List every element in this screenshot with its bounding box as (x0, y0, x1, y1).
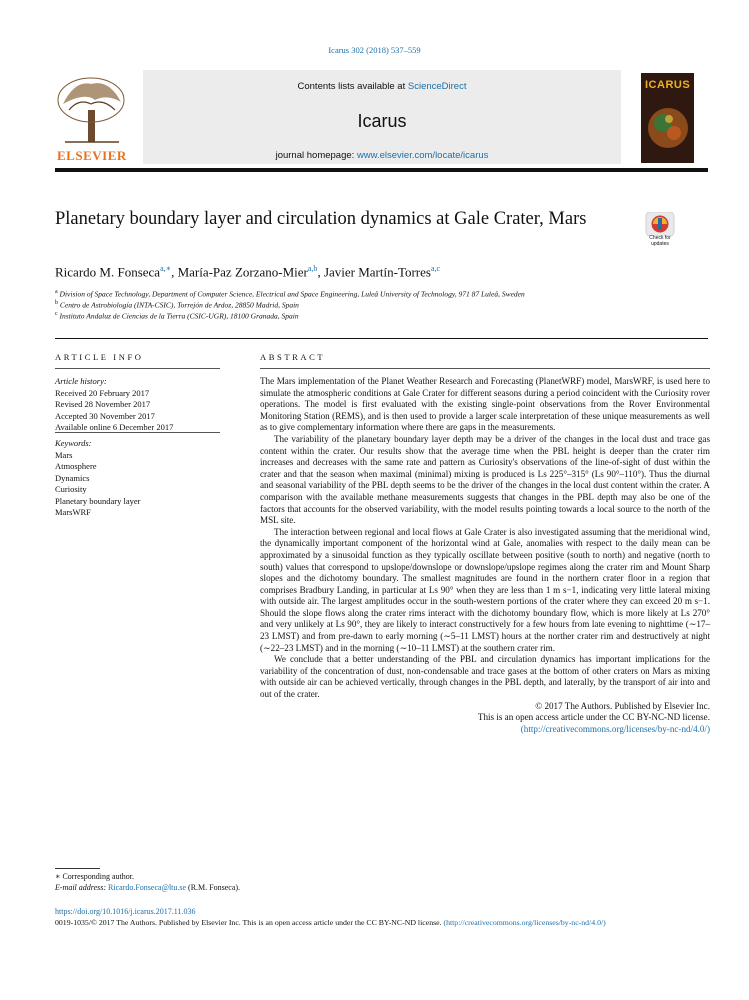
license-link[interactable]: (http://creativecommons.org/licenses/by-nc-nd/4.0/) (520, 723, 710, 734)
article-info-rule (55, 368, 220, 369)
history-item: Available online 6 December 2017 (55, 422, 174, 432)
doi-link[interactable]: https://doi.org/10.1016/j.icarus.2017.11.036 (55, 907, 196, 916)
footer-license-text: 0019-1035/© 2017 The Authors. Published by Elsevier Inc. This is an open access article under the CC BY-NC-ND license. (55, 918, 444, 927)
header-rule (55, 168, 708, 172)
history-item: Accepted 30 November 2017 (55, 410, 155, 421)
affiliation-text: Division of Space Technology, Department of Computer Science, Electrical and Space Engineering, Luleå University of Technology, 971 87 Luleå, Sweden (59, 289, 525, 299)
affiliation-sup: b (55, 300, 58, 306)
keyword-item: Atmosphere (55, 461, 97, 471)
footer-license-link[interactable]: (http://creativecommons.org/licenses/by-nc-nd/4.0/) (443, 918, 606, 927)
journal-name: Icarus (357, 111, 407, 131)
keywords (55, 438, 220, 519)
abstract-paragraph: The interaction between regional and local flows at Gale Crater is also investigated assuming that the meridional wind, the dynamically important component of the horizontal wind at Gale, anomalies with respect to the daily mean can be approximated by a sinusoidal function as they typically oscillate between positive (south to north) and negative (north to south) values that correspond to upslope/downslope or downslope/upslope regimes along the crater rim and Mount Sharp slopes and the dichotomy boundary. The smallest magnitudes are found in the northern crater floor in a region that comprises Bradbury Landing, in particular at Ls 90° when they are less than 1 m s−1, indicating very little lateral mixing with outside air. The largest amplitudes occur in the south-western portions of the crater where they can exceed 20 m s−1. Should the slope flows along the crater rims interact with the dichotomy boundary flow, which is more likely at Ls 270° and very unlikely at Ls 90°, they are likely to interact constructively for a few hours from late evening to nighttime (∼17–23 LMST) and from pre-dawn to early morning (∼5–11 LMST) hours at the norther crater rim and destructively at night (∼22–23 LMST) and in the morning (∼10–11 LMST) at the southern crater rim. (260, 526, 710, 653)
elsevier-logo[interactable] (55, 76, 129, 164)
affiliation-sup: a (55, 289, 58, 295)
abstract-paragraph: We conclude that a better understanding of the PBL and circulation dynamics has important implications for the variability of the concentration of dust, non-condensable and trace gases at the bottom of other craters on Mars as mixing with outside air can be achieved vertically, through changes in the PBL depth, and laterally, by the transport of air into and out of the crater. (260, 654, 710, 700)
affiliation (55, 289, 525, 299)
keyword-item: Dynamics (55, 472, 90, 483)
keyword-item: Mars (55, 449, 73, 460)
email-suffix: (R.M. Fonseca). (186, 883, 241, 892)
abstract-copyright: © 2017 The Authors. Published by Elsevier Inc. (535, 700, 710, 711)
history-item: Revised 28 November 2017 (55, 399, 151, 409)
contents-prefix: Contents lists available at (297, 81, 408, 92)
affiliation-sup: c (55, 311, 58, 317)
history-label: Article history: (55, 376, 107, 386)
affiliation (55, 300, 299, 310)
citation[interactable]: Icarus 302 (2018) 537–559 (328, 45, 421, 55)
contents-line (143, 81, 621, 92)
article-info-heading: ARTICLE INFO (55, 352, 144, 362)
homepage-prefix: journal homepage: (275, 150, 357, 161)
author-name[interactable]: María-Paz Zorzano-Mier (177, 264, 308, 280)
article-history (55, 376, 220, 434)
abstract-body (260, 376, 710, 735)
abstract-license-link-line (260, 724, 710, 736)
crossmark-badge[interactable] (643, 212, 677, 248)
article-title: Planetary boundary layer and circulation dynamics at Gale Crater, Mars (55, 209, 587, 229)
history-item: Received 20 February 2017 (55, 387, 150, 398)
footnote-rule (55, 868, 100, 869)
author-list: Ricardo M. Fonseca$^{a,∗}$, María-Paz Zorzano-Mier$^{a,b}$, Javier Martín-Torres$^{a,c}$ (55, 264, 441, 280)
footnote-mark: ∗ (55, 872, 61, 881)
email-label: E-mail address: (55, 883, 109, 892)
section-divider (55, 338, 708, 339)
affiliation-text: Instituto Andaluz de Ciencias de la Tierra (CSIC-UGR), 18100 Granada, Spain (59, 311, 299, 321)
abstract-heading: ABSTRACT (260, 352, 326, 362)
affiliation (55, 311, 299, 321)
elsevier-wordmark: ELSEVIER (57, 148, 127, 163)
tree-logo-icon (55, 76, 129, 146)
cover-title: ICARUS (645, 79, 691, 91)
keyword-item: Curiosity (55, 484, 87, 494)
keywords-label: Keywords: (55, 438, 92, 448)
footer-license (55, 918, 715, 927)
abstract-paragraph: The variability of the planetary boundary layer depth may be a driver of the changes in the local dust and trace gas content within the crater. Our results show that the average time when the PBL height is deeper than the crater rim increases and decreases with the same rate and pattern as Curiosity's observations of the line-of-sight of dust within the crater and that the season when maximal (minimal) mixing is produced is Ls 225°–315° (Ls 90°–110°). Thus the diurnal and seasonal variability of the PBL depth seems to be the driver of the changes in the local dust content within the crater. A comparison with the available methane measurements suggests that changes in the PBL depth may also be one of the factors that accounts for the observed variability, with the model results pointing towards a local source to the north of the MSL site. (260, 433, 710, 526)
corresponding-footnote (55, 872, 134, 881)
homepage-link[interactable]: www.elsevier.com/locate/icarus (356, 150, 489, 161)
author-sup[interactable]: a,c (430, 264, 441, 273)
author-name[interactable]: Javier Martín-Torres (323, 264, 431, 280)
email-link[interactable]: Ricardo.Fonseca@ltu.se (108, 883, 187, 892)
corresponding-text: Corresponding author. (62, 872, 134, 881)
abstract-paragraph: The Mars implementation of the Planet Weather Research and Forecasting (PlanetWRF) model, MarsWRF, is used here to simulate the atmospheric conditions at Gale Crater for different seasons during a period coincident with the Curiosity rover operations. The model is first evaluated with the existing single-point observations from the Rover Environmental Monitoring Station (REMS), and is then used to provide a larger scale interpretation of these unique measurements as well as to give complementary information where there are gaps in the measurements. (260, 376, 710, 433)
history-rule (55, 432, 220, 433)
keyword-item: Planetary boundary layer (55, 495, 141, 506)
homepage-line (143, 150, 621, 161)
journal-cover-image[interactable] (641, 73, 694, 163)
author-name[interactable]: Ricardo M. Fonseca (55, 264, 161, 280)
abstract-rule (260, 368, 710, 369)
abstract-license: This is an open access article under the CC BY-NC-ND license. (477, 712, 710, 723)
sciencedirect-link[interactable]: ScienceDirect (407, 81, 467, 92)
affiliation-text: Centro de Astrobiología (INTA-CSIC), Torrejón de Ardoz, 28850 Madrid, Spain (59, 300, 299, 310)
author-sup[interactable]: a,∗ (160, 264, 172, 273)
keyword-item: MarsWRF (55, 507, 91, 517)
crossmark-label: Check for updates (649, 235, 671, 247)
crossmark-icon (643, 212, 677, 236)
email-footnote (55, 883, 240, 892)
author-sup[interactable]: a,b (307, 264, 318, 273)
